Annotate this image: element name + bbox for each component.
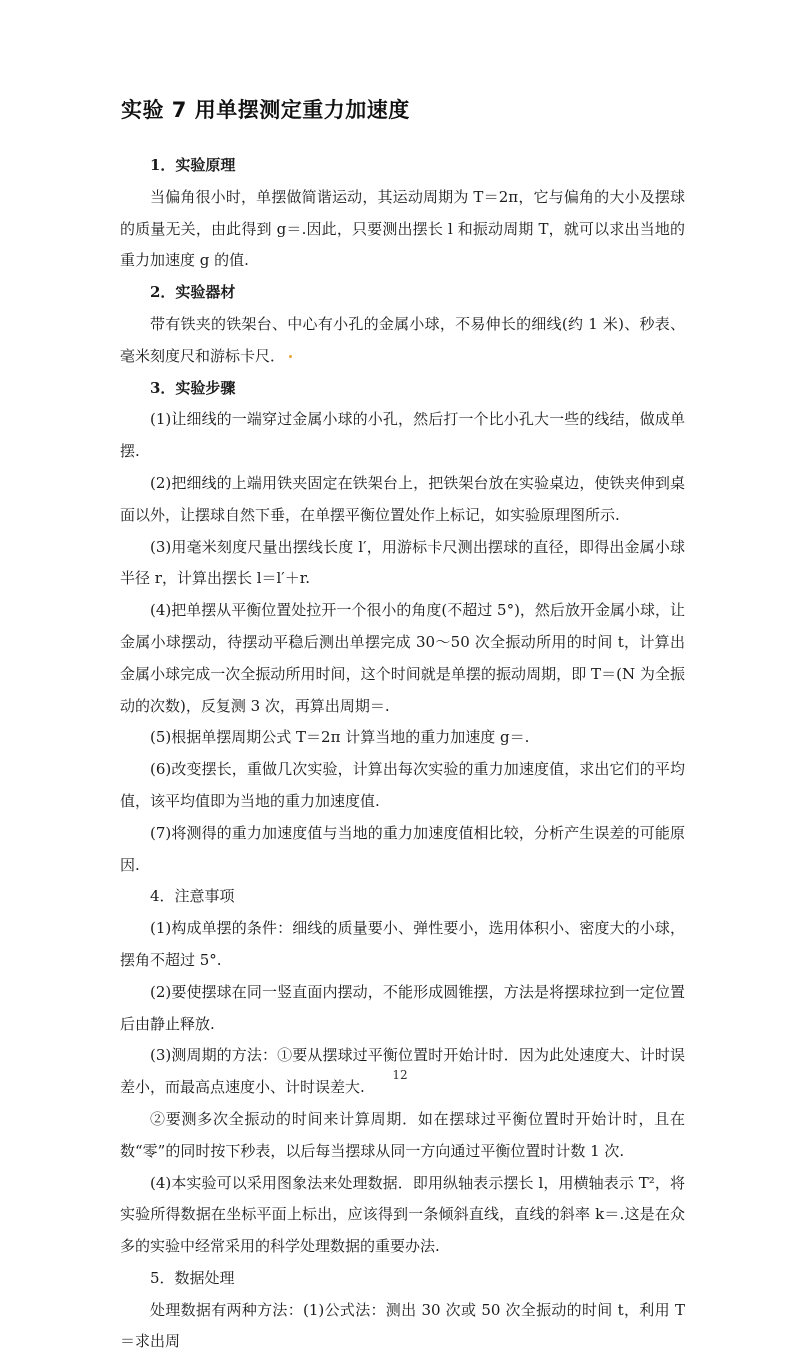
- section-heading-data: 5．数据处理: [150, 1268, 235, 1287]
- page-number: 12: [392, 1068, 408, 1082]
- paragraph: (2)要使摆球在同一竖直面内摆动，不能形成圆锥摆，方法是将摆球拉到一定位置后由静止释放.: [120, 982, 685, 1033]
- paragraph: (4)本实验可以采用图象法来处理数据．即用纵轴表示摆长 l，用横轴表示 T²，将实验所得数据在坐标平面上标出，应该得到一条倾斜直线，直线的斜率 k＝.这是在众多的实验中经常采用的科学处理数据的重要办法.: [120, 1173, 685, 1256]
- paragraph: ②要测多次全振动的时间来计算周期．如在摆球过平衡位置时开始计时，且在数“零”的同时按下秒表，以后每当摆球从同一方向通过平衡位置时计数 1 次.: [120, 1109, 685, 1160]
- paragraph: (5)根据单摆周期公式 T＝2π 计算当地的重力加速度 g＝.: [150, 728, 530, 747]
- section-heading-equipment: 2．实验器材: [150, 283, 236, 302]
- paragraph: (2)把细线的上端用铁夹固定在铁架台上，把铁架台放在实验桌边，使铁夹伸到桌面以外，让摆球自然下垂，在单摆平衡位置处作上标记，如实验原理图所示.: [120, 473, 685, 524]
- section-heading-notes: 4．注意事项: [150, 887, 235, 906]
- document-body: [120, 150, 685, 1358]
- paragraph: (1)让细线的一端穿过金属小球的小孔，然后打一个比小孔大一些的线结，做成单摆.: [120, 410, 685, 461]
- paragraph: 处理数据有两种方法：(1)公式法：测出 30 次或 50 次全振动的时间 t，利用 T＝求出周: [120, 1300, 685, 1351]
- section-heading-steps: 3．实验步骤: [150, 378, 236, 397]
- paragraph: 当偏角很小时，单摆做简谐运动，其运动周期为 T＝2π，它与偏角的大小及摆球的质量无关，由此得到 g＝.因此，只要测出摆长 l 和振动周期 T，就可以求出当地的重力加速度 g 的值.: [120, 187, 685, 270]
- highlight-mark: [289, 355, 292, 358]
- paragraph: 带有铁夹的铁架台、中心有小孔的金属小球，不易伸长的细线(约 1 米)、秒表、毫米刻度尺和游标卡尺．: [120, 314, 685, 365]
- page-title: 实验 7 用单摆测定重力加速度: [121, 98, 410, 122]
- paragraph: (7)将测得的重力加速度值与当地的重力加速度值相比较，分析产生误差的可能原因.: [120, 823, 685, 874]
- paragraph: (3)用毫米刻度尺量出摆线长度 l′，用游标卡尺测出摆球的直径，即得出金属小球半径 r，计算出摆长 l＝l′＋r.: [120, 537, 685, 588]
- paragraph: (1)构成单摆的条件：细线的质量要小、弹性要小，选用体积小、密度大的小球，摆角不超过 5°.: [120, 919, 685, 969]
- paragraph: (3)测周期的方法：①要从摆球过平衡位置时开始计时．因为此处速度大、计时误差小，而最高点速度小、计时误差大.: [120, 1046, 685, 1097]
- paragraph: (4)把单摆从平衡位置处拉开一个很小的角度(不超过 5°)，然后放开金属小球，让金属小球摆动，待摆动平稳后测出单摆完成 30～50 次全振动所用的时间 t，计算出金属小球完成一次全振动所用时间，这个时间就是单摆的振动周期，即 T＝(N 为全振动的次数)，反复测 3 次，再算出周期＝.: [120, 601, 685, 715]
- paragraph: (6)改变摆长，重做几次实验，计算出每次实验的重力加速度值，求出它们的平均值，该平均值即为当地的重力加速度值.: [120, 760, 685, 810]
- section-heading-principle: 1．实验原理: [150, 156, 236, 174]
